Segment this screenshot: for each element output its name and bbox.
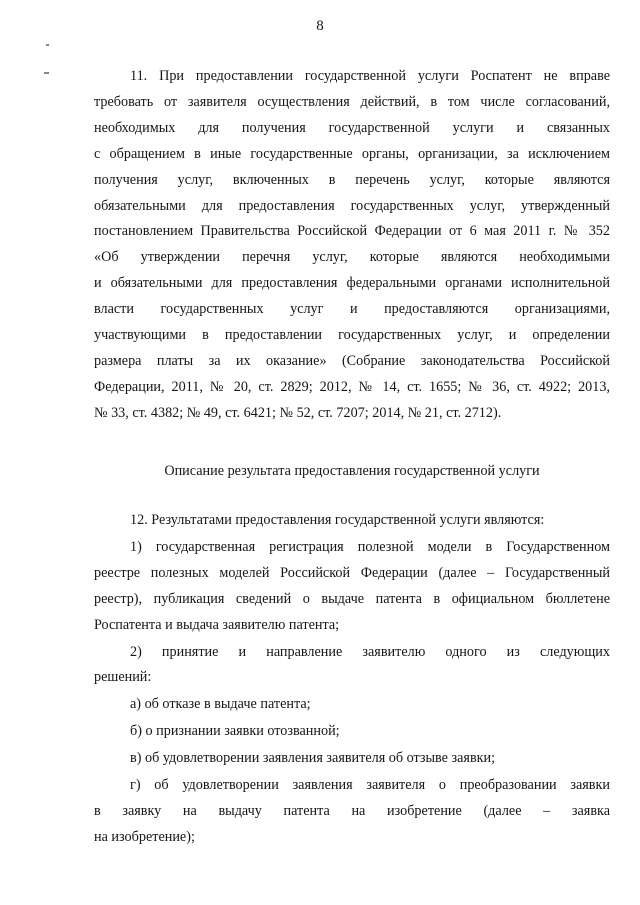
text-line: на изобретение);	[94, 828, 195, 845]
text-line: № 33, ст. 4382; № 49, ст. 6421; № 52, ст. 7207; 2014, № 21, ст. 2712).	[94, 404, 502, 421]
paragraph-12	[94, 508, 610, 851]
text-line: «Об утверждении перечня услуг, которые являются необходимыми	[94, 249, 610, 266]
text-line: 1) государственная регистрация полезной модели в Государственном	[130, 538, 610, 555]
paragraph-11	[94, 64, 610, 427]
text-line: Федерации, 2011, № 20, ст. 2829; 2012, № 14, ст. 1655; № 36, ст. 4922; 2013,	[94, 378, 610, 395]
text-line: 11. При предоставлении государственной услуги Роспатент не вправе	[130, 68, 610, 84]
text-line: размера платы за их оказание» (Собрание законодательства Российской	[94, 352, 610, 369]
text-line: с обращением в иные государственные органы, организации, за исключением	[94, 145, 610, 162]
scan-artifact	[44, 72, 49, 74]
scan-artifact	[46, 44, 49, 46]
text-line: необходимых для получения государственной услуги и связанных	[94, 119, 610, 136]
list-item-1	[94, 535, 610, 639]
sub-item-b: б) о признании заявки отозванной;	[130, 723, 340, 740]
text-line: и обязательными для предоставления федеральными органами исполнительной	[94, 275, 610, 292]
text-line: 2) принятие и направление заявителю одного из следующих	[130, 643, 610, 660]
text-line: постановлением Правительства Российской Федерации от 6 мая 2011 г. № 352	[94, 223, 610, 240]
paragraph-12-intro: 12. Результатами предоставления государственной услуги являются:	[130, 512, 545, 528]
text-line: решений:	[94, 669, 152, 686]
sub-item-a: а) об отказе в выдаче патента;	[130, 696, 311, 713]
sub-item-v: в) об удовлетворении заявления заявителя об отзыве заявки;	[130, 750, 496, 767]
section-heading: Описание результата предоставления государственной услуги	[164, 463, 540, 479]
text-line: реестр), публикация сведений о выдаче патента в официальном бюллетене	[94, 590, 610, 607]
list-item-2	[94, 640, 610, 692]
text-line: требовать от заявителя осуществления действий, в том числе согласований,	[94, 93, 610, 110]
text-line: получения услуг, включенных в перечень услуг, которые являются	[94, 171, 610, 188]
text-line: г) об удовлетворении заявления заявителя о преобразовании заявки	[130, 777, 610, 794]
text-line: реестре полезных моделей Российской Федерации (далее – Государственный	[94, 564, 610, 581]
text-line: в заявку на выдачу патента на изобретение (далее – заявка	[94, 802, 610, 819]
text-line: участвующими в предоставлении государственных услуг, и определении	[94, 327, 610, 344]
text-line: власти государственных услуг и предоставляются организациями,	[94, 301, 610, 318]
page-number: 8	[316, 18, 324, 34]
text-line: Роспатента и выдача заявителю патента;	[94, 616, 340, 633]
sub-item-g	[94, 773, 610, 851]
text-line: обязательными для предоставления государственных услуг, утвержденный	[94, 197, 610, 214]
